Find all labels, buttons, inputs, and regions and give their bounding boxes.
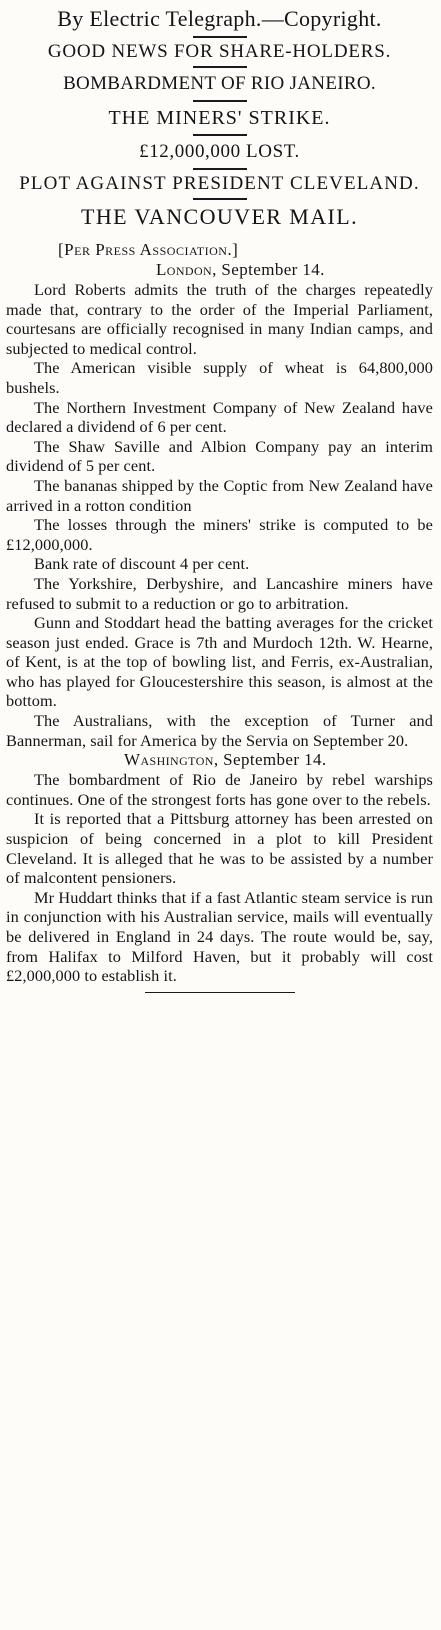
section-rule [193,100,247,102]
section-rule [193,168,247,170]
telegraph-header: By Electric Telegraph.—Copyright. [57,6,382,31]
end-rule [145,992,295,993]
news-paragraph: The Yorkshire, Derbyshire, and Lancashire miners have refused to submit to a reduction or go to arbitration. [6,573,433,613]
news-paragraph: The bananas shipped by the Coptic from New Zealand have arrived in a rotton condition [6,475,433,515]
headline-rio-janeiro: BOMBARDMENT OF RIO JANEIRO. [63,73,376,94]
headline-vancouver-mail: THE VANCOUVER MAIL. [81,204,358,229]
dateline-london [156,260,433,280]
news-paragraph: Gunn and Stoddart head the batting averages for the cricket season just ended. Grace is 7th and Murdoch 12th. W. Hearne, of Kent, is at the top of bowling list, and Ferris, ex-Australian, who has played for Gloucestershire this season, is almost at the bottom. [6,613,433,711]
dateline-date: September 14. [221,260,325,279]
press-credit: [Per Press Association.] [58,240,239,259]
news-paragraph: The American visible supply of wheat is 64,800,000 bushels. [6,358,433,397]
headline-lost: £12,000,000 LOST. [139,141,300,162]
news-paragraph: The Shaw Saville and Albion Company pay an interim dividend of 5 per cent. [6,436,433,476]
headline-miners-strike: THE MINERS' STRIKE. [108,107,331,129]
section-rule [193,134,247,136]
news-paragraph: Lord Roberts admits the truth of the charges repeatedly made that, contrary to the order of the Imperial Parliament, courtesans are officially recognised in many Indian camps, and subjected to medical control. [6,280,433,358]
section-rule [193,198,247,200]
news-paragraph: Mr Huddart thinks that if a fast Atlantic steam service is run in conjunction with his Australian service, mails will eventually be delivered in England in 24 days. The route would be, say, from Halifax to Milford Haven, but it probably will cost £2,000,000 to establish it. [6,887,433,986]
news-paragraph: It is reported that a Pittsburg attorney has been arrested on suspicion of being concerned in a plot to kill President Cleveland. It is alleged that he was to be assisted by a number of malcontent pensioners. [6,809,433,888]
dateline-washington [124,750,433,770]
news-paragraph: The Northern Investment Company of New Zealand have declared a dividend of 6 per cent. [6,397,433,437]
dateline-place: Washington, [124,750,219,770]
dateline-place: London, [156,260,217,279]
news-paragraph: The losses through the miners' strike is computed to be £12,000,000. [6,515,433,554]
section-rule [193,66,247,68]
news-paragraph: The bombardment of Rio de Janeiro by rebel warships continues. One of the strongest forts has gone over to the rebels. [6,770,433,809]
news-paragraph: Bank rate of discount 4 per cent. [34,554,250,574]
headline-shareholders: GOOD NEWS FOR SHARE-HOLDERS. [47,41,392,62]
dateline-date: September 14. [223,750,327,770]
section-rule [193,36,247,38]
news-paragraph: The Australians, with the exception of Turner and Bannerman, sail for America by the Servia on September 20. [6,711,433,750]
headline-plot-cleveland: PLOT AGAINST PRESIDENT CLEVELAND. [19,173,420,194]
